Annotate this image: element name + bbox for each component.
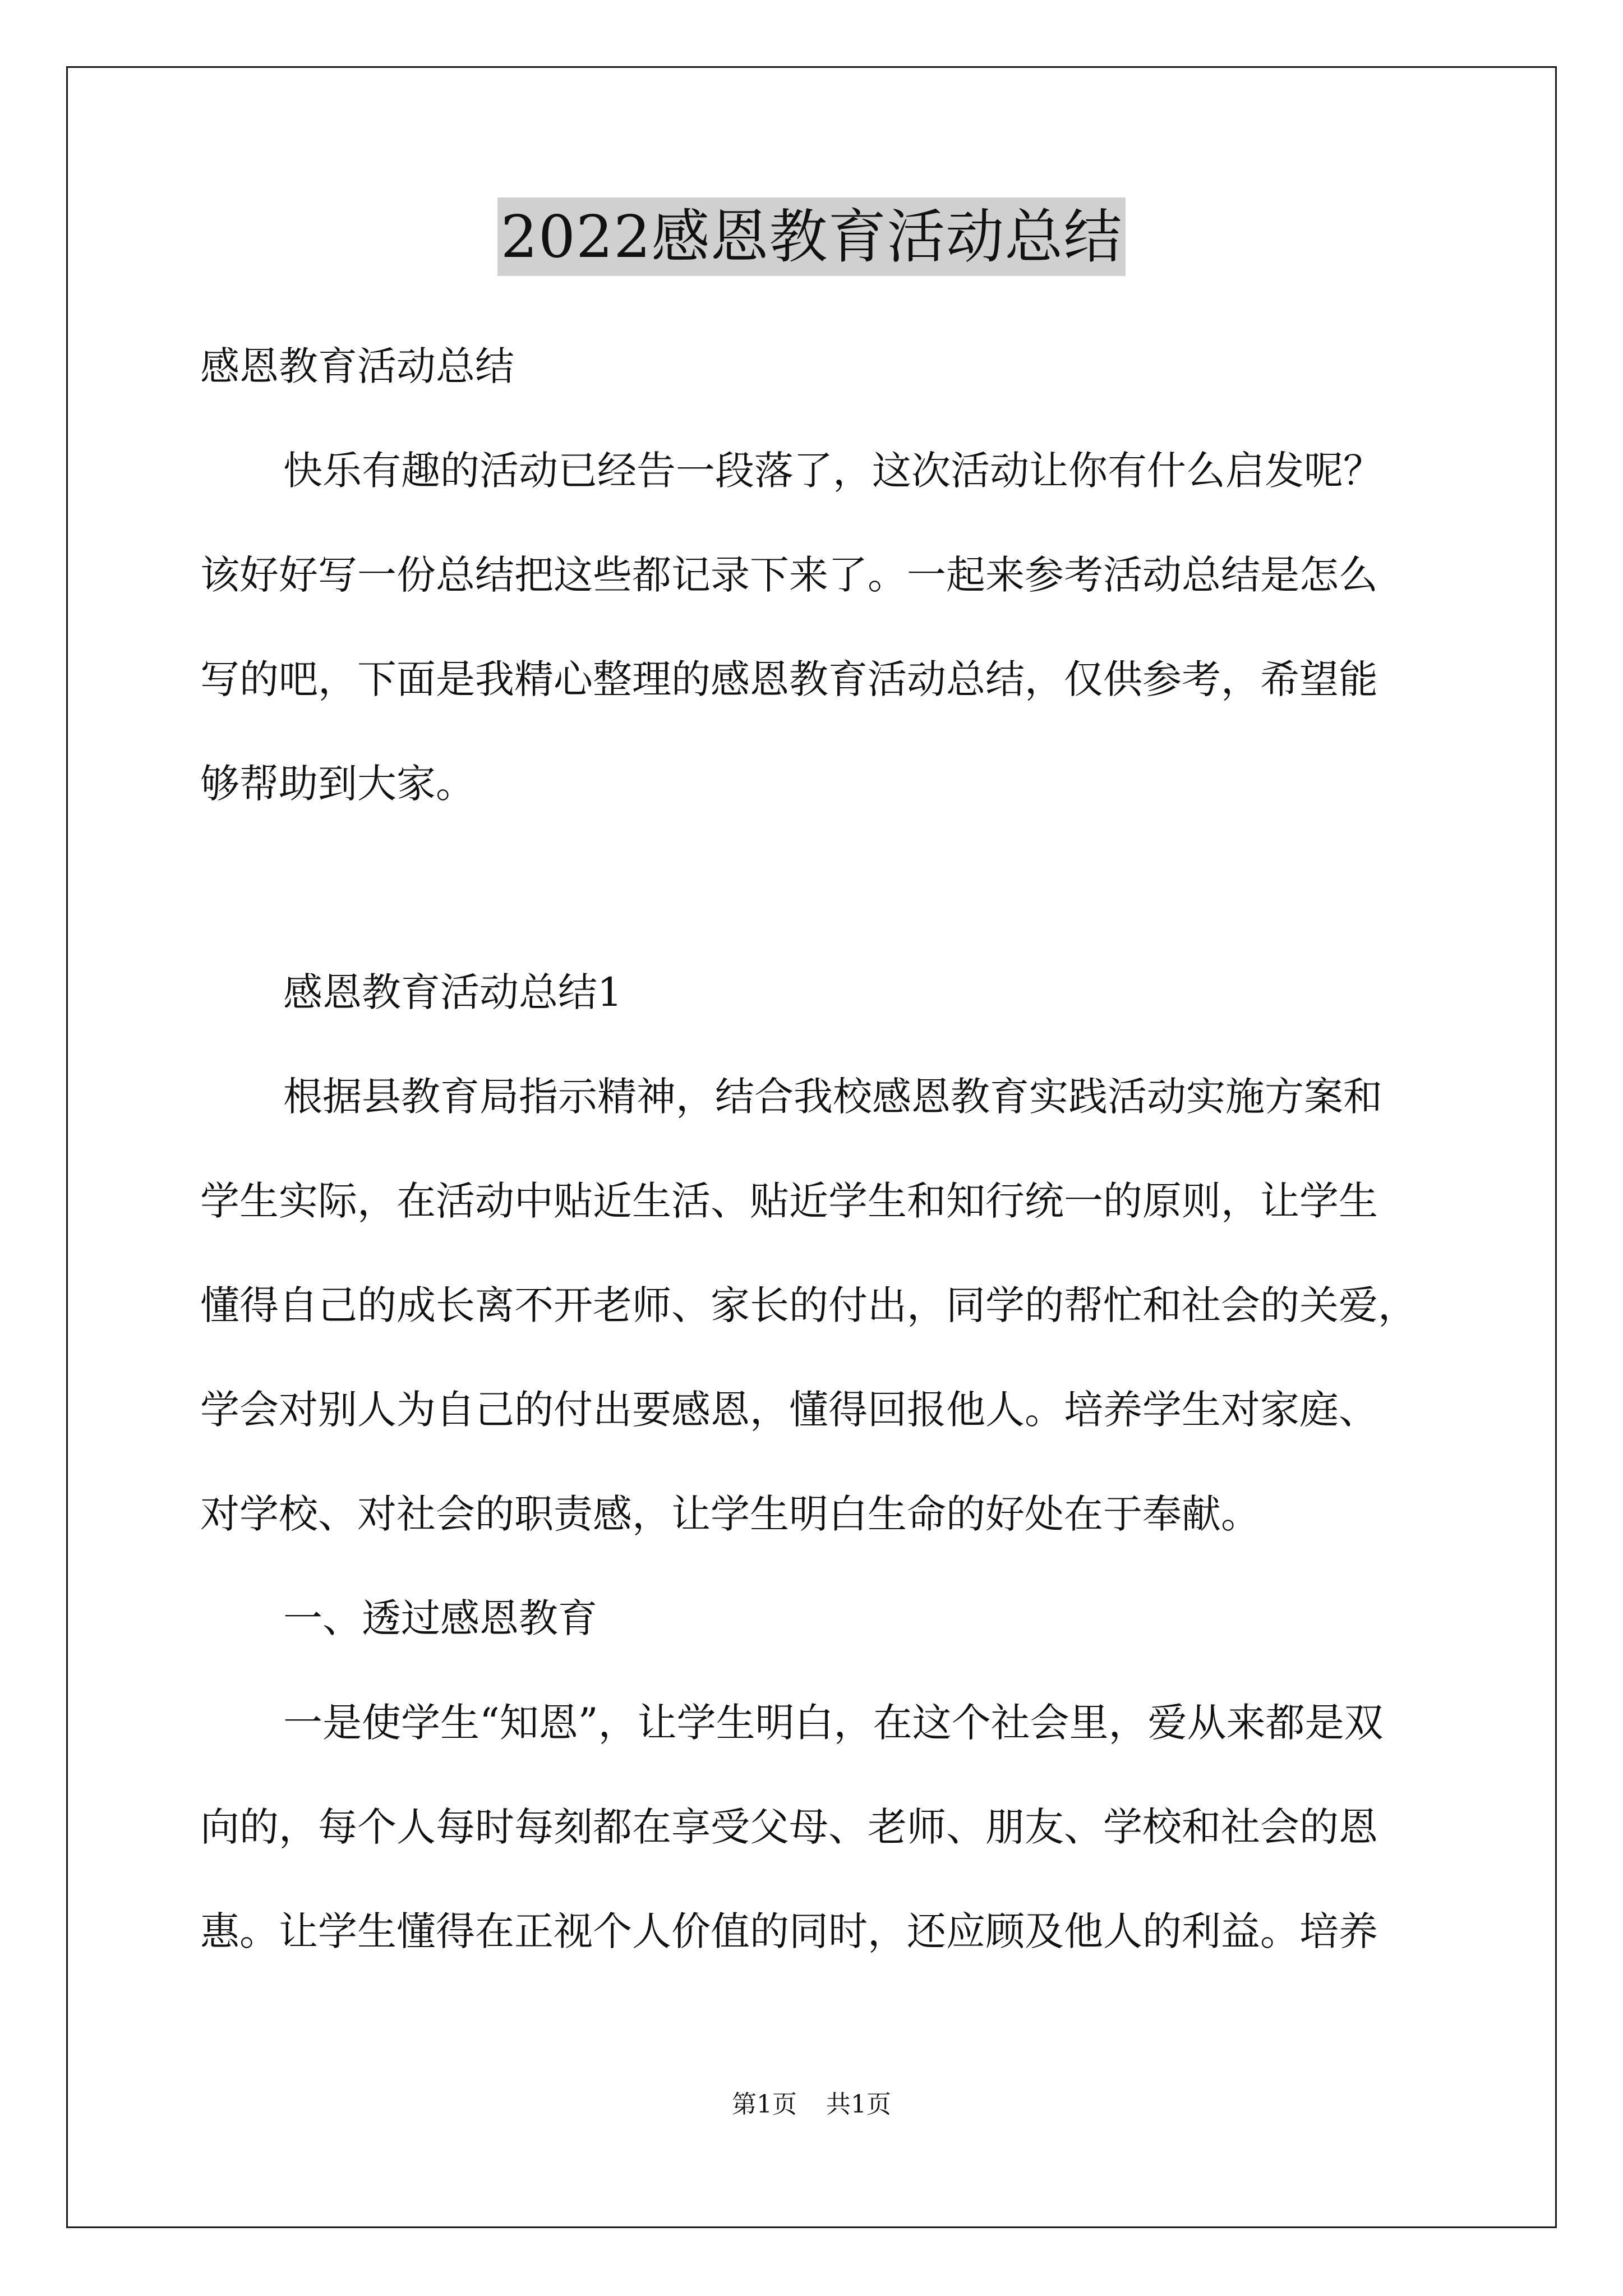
intro-line: 够帮助到大家。 [200, 761, 475, 807]
point-heading: 一、透过感恩教育 [283, 1595, 597, 1641]
section-line: 学会对别人为自己的付出要感恩，懂得回报他人。培养学生对家庭、 [200, 1387, 1378, 1433]
point-line: 一是使学生“知恩”，让学生明白，在这个社会里，爱从来都是双 [283, 1700, 1384, 1746]
section-heading: 感恩教育活动总结1 [283, 969, 623, 1015]
document-body [200, 314, 1434, 1984]
section-line: 根据县教育局指示精神，结合我校感恩教育实践活动实施方案和 [283, 1074, 1382, 1120]
document-title: 2022感恩教育活动总结 [497, 197, 1126, 276]
intro-line: 快乐有趣的活动已经告一段落了，这次活动让你有什么启发呢？ [283, 448, 1382, 494]
intro-line: 写的吧，下面是我精心整理的感恩教育活动总结，仅供参考，希望能 [200, 656, 1378, 702]
title-container [0, 197, 1623, 276]
document-subtitle: 感恩教育活动总结 [200, 343, 514, 389]
point-line: 惠。让学生懂得在正视个人价值的同时，还应顾及他人的利益。培养 [200, 1908, 1378, 1954]
section-line: 对学校、对社会的职责感，让学生明白生命的好处在于奉献。 [200, 1491, 1260, 1537]
page-total: 共1页 [826, 2090, 891, 2119]
intro-line: 该好好写一份总结把这些都记录下来了。一起来参考活动总结是怎么 [200, 552, 1378, 598]
page-number: 第1页 [732, 2090, 797, 2119]
page-footer [0, 2088, 1623, 2122]
section-line: 学生实际，在活动中贴近生活、贴近学生和知行统一的原则，让学生 [200, 1178, 1378, 1224]
section-line: 懂得自己的成长离不开老师、家长的付出，同学的帮忙和社会的关爱， [200, 1282, 1417, 1328]
point-line: 向的，每个人每时每刻都在享受父母、老师、朋友、学校和社会的恩 [200, 1804, 1378, 1850]
paragraph-gap [200, 836, 1434, 940]
